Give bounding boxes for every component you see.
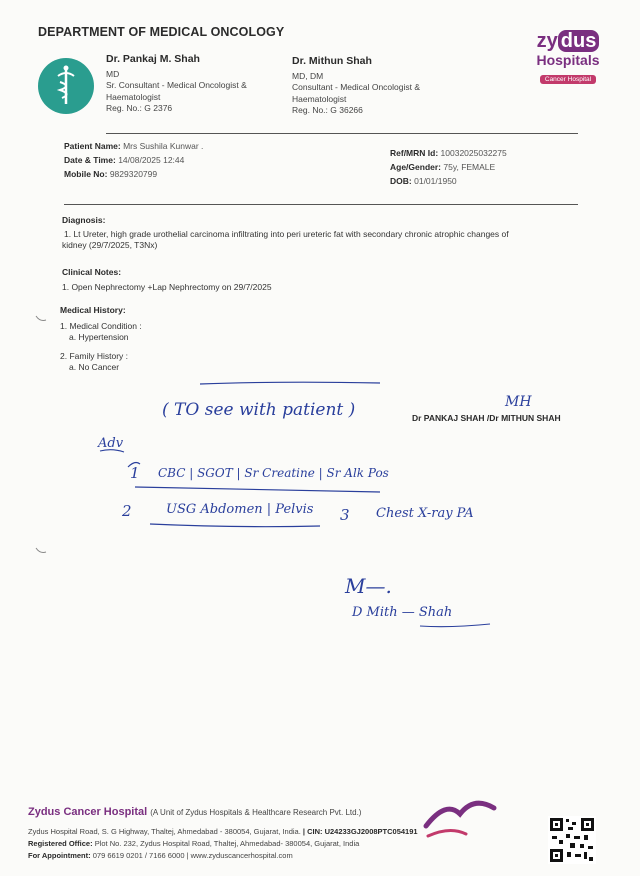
medical-history-item1: 1. Medical Condition : [60,321,142,331]
doctor1-degree: MD [106,68,120,79]
mrn-label: Ref/MRN Id: [390,148,439,158]
medical-history-title: Medical History: [60,305,126,315]
datetime-value: 14/08/2025 12:44 [118,155,185,165]
patient-name-label: Patient Name: [64,141,121,151]
clinical-notes-line1: 1. Open Nephrectomy +Lap Nephrectomy on 29/7/2025 [62,282,272,292]
mrn-value: 10032025032275 [440,148,507,158]
printed-doctors: Dr PANKAJ SHAH /Dr MITHUN SHAH [412,413,561,423]
medical-history-item1a: a. Hypertension [69,332,129,342]
doctor1-reg: Reg. No.: G 2376 [106,103,173,113]
diagnosis-line2: kidney (29/7/2025, T3Nx) [62,240,158,250]
agegender-label: Age/Gender: [390,162,442,172]
brand-word-a: zy [536,30,558,52]
footer-reg-label: Registered Office: [28,839,93,848]
doctor1-title-1: Sr. Consultant - Medical Oncologist & [106,80,247,90]
medical-history-item2: 2. Family History : [60,351,129,361]
diagnosis-line1: 1. Lt Ureter, high grade urothelial carcinoma infiltrating into peri ureteric fat with secondary chronic atrophic changes of [64,229,509,239]
handwritten-item2: USG Abdomen | Pelvis [166,502,314,517]
footer-reg-office: Plot No. 232, Zydus Hospital Road, Thaltej, Ahmedabad- 380054, Gujarat, India [94,839,360,848]
brand-hospitals: Hospitals [536,52,600,68]
handwritten-item1: CBC | SGOT | Sr Creatine | Sr Alk Pos [158,466,389,480]
footer-appt-label: For Appointment: [28,851,91,860]
handwritten-note: ( TO see with patient ) [162,400,356,420]
handwritten-num2: 2 [122,502,132,520]
doctor2-title-1: Consultant - Medical Oncologist & [292,82,421,92]
patient-name: Mrs Sushila Kunwar . [123,141,204,151]
handwritten-num1: 1 [130,464,140,482]
doctor2-title-2: Haematologist [292,93,347,104]
brand-word-b: dus [558,30,600,52]
footer-swoosh-icon [420,790,500,850]
handwritten-initials: MH [505,394,532,410]
footer-subtitle: (A Unit of Zydus Hospitals & Healthcare Research Pvt. Ltd.) [150,808,362,817]
doctor1-title-2: Haematologist [106,91,161,102]
mobile-label: Mobile No: [64,169,108,179]
medical-history-item2a: a. No Cancer [69,362,120,372]
clinical-notes-title: Clinical Notes: [62,267,122,277]
signature-2: D Mith — Shah [352,605,453,620]
handwritten-item3: Chest X-ray PA [376,506,474,521]
doctor1-name: Dr. Pankaj M. Shah [106,53,200,65]
qr-code-icon [548,816,596,864]
handwritten-num3: 3 [340,506,350,524]
dob-value: 01/01/1950 [414,176,457,186]
dob-label: DOB: [390,176,412,186]
footer-hospital-name: Zydus Cancer Hospital [28,806,148,818]
doctor2-reg: Reg. No.: G 36266 [292,105,363,115]
mobile-value: 9829320799 [109,169,158,179]
datetime-label: Date & Time: [64,155,116,165]
footer-cin: | CIN: U24233GJ2008PTC054191 [302,827,418,836]
footer-address: Zydus Hospital Road, S. G Highway, Thaltej, Ahmedabad - 380054, Gujarat, India. [28,827,301,836]
department-title: DEPARTMENT OF MEDICAL ONCOLOGY [38,25,285,39]
footer-title-block [28,806,361,818]
handwritten-adv: Adv [98,436,124,451]
diagnosis-title: Diagnosis: [62,215,106,225]
agegender-value: 75y, FEMALE [443,162,496,172]
cancer-hospital-badge: Cancer Hospital [540,75,596,84]
doctor2-name: Dr. Mithun Shah [292,55,372,67]
footer-appointment: 079 6619 0201 / 7166 6000 | www.zyduscancerhospital.com [92,851,293,860]
doctor2-degree: MD, DM [292,70,324,81]
signature-1: M—. [345,574,392,598]
